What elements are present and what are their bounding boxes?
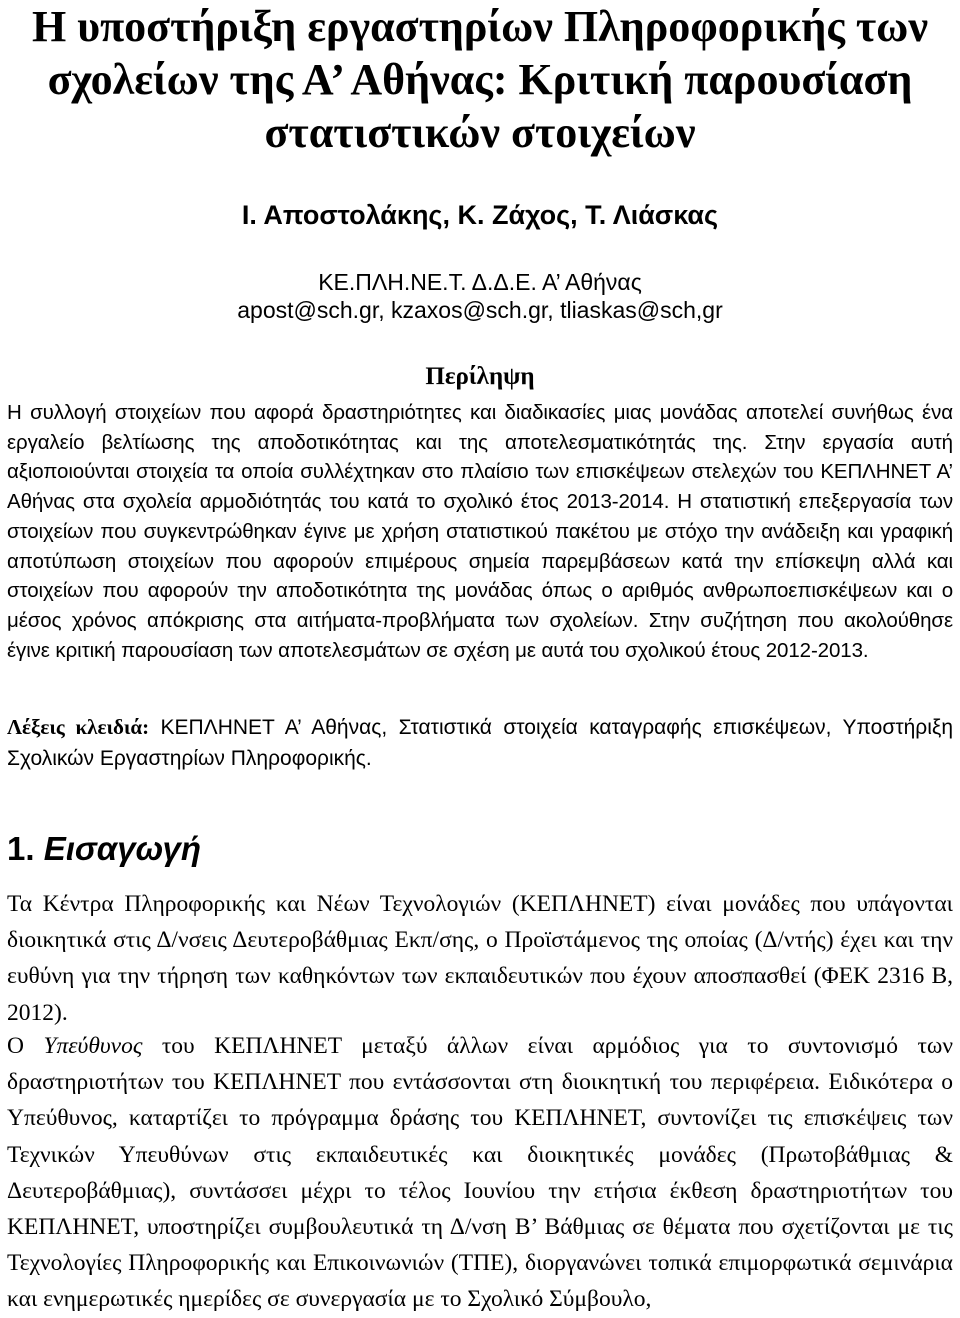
paragraph-2-emphasis: Υπεύθυνος	[43, 1033, 143, 1059]
keywords-text: ΚΕΠΛΗΝΕΤ Α’ Αθήνας, Στατιστικά στοιχεία καταγραφής επισκέψεων, Υποστήριξη Σχολικών Εργαστηρίων Πληροφορικής.	[7, 716, 953, 770]
body-paragraph-1: Τα Κέντρα Πληροφορικής και Νέων Τεχνολογιών (ΚΕΠΛΗΝΕΤ) είναι μονάδες που υπάγονται διοικητικά στις Δ/νσεις Δευτεροβάθμιας Εκπ/σης, ο Προϊστάμενος της οποίας (Δ/ντής) έχει και την ευθύνη για την τήρηση των καθηκόντων των εκπαιδευτικών που έχουν αποσπασθεί (ΦΕΚ 2316 Β, 2012).	[7, 891, 953, 1026]
section-number: 1.	[7, 830, 35, 867]
author-list: Ι. Αποστολάκης, Κ. Ζάχος, Τ. Λιάσκας	[241, 200, 719, 230]
body-paragraph-2	[7, 1028, 953, 1318]
paragraph-2-start: Ο	[7, 1033, 44, 1059]
affiliation-emails: apost@sch.gr, kzaxos@sch.gr, tliaskas@sch,gr	[237, 297, 723, 323]
section-title: Εισαγωγή	[43, 830, 202, 867]
abstract-text: Η συλλογή στοιχείων που αφορά δραστηριότητες και διαδικασίες μιας μονάδας αποτελεί συνήθως ένα εργαλείο βελτίωσης της αποδοτικότητας και της αποτελεσματικότητάς της. Στην εργασία αυτή αξιοποιούνται στοιχεία τα οποία συλλέχτηκαν στο πλαίσιο των επισκέψεων στελεχών του ΚΕΠΛΗΝΕΤ Α’ Αθήνας στα σχολεία αρμοδιότητάς του κατά το σχολικό έτος 2013-2014. Η στατιστική επεξεργασία των στοιχείων που συγκεντρώθηκαν έγινε με χρήση στατιστικού πακέτου με στόχο την ανάδειξη και γραφική αποτύπωση στοιχείων που αφορούν επιμέρους σημεία παρεμβάσεων κατά την επίσκεψη αλλά και στοιχείων που αφορούν την αποδοτικότητα της μονάδας όπως ο αριθμός ανθρωποεπισκέψεων και ο μέσος χρόνος απόκρισης στα αιτήματα-προβλήματα των σχολείων. Στην συζήτηση που ακολούθησε έγινε κριτική παρουσίαση των αποτελεσμάτων σε σχέση με αυτά του σχολικού έτους 2012-2013.	[7, 401, 953, 662]
keywords-paragraph	[7, 712, 953, 774]
section-heading-introduction	[7, 830, 201, 868]
affiliation-block	[0, 268, 960, 324]
affiliation-org: ΚΕ.ΠΛΗ.ΝΕ.Τ. Δ.Δ.Ε. Α’ Αθήνας	[318, 269, 642, 295]
paper-title: Η υποστήριξη εργαστηρίων Πληροφορικής των σχολείων της Α’ Αθήνας: Κριτική παρουσίαση στατιστικών στοιχείων	[32, 2, 928, 157]
abstract-heading: Περίληψη	[425, 363, 535, 390]
paragraph-2-rest: του ΚΕΠΛΗΝΕΤ μεταξύ άλλων είναι αρμόδιος για το συντονισμό των δραστηριοτήτων του ΚΕΠΛΗΝΕΤ που εντάσσονται στη διοικητική του περιφέρεια. Ειδικότερα ο Υπεύθυνος, καταρτίζει το πρόγραμμα δράσης του ΚΕΠΛΗΝΕΤ, συντονίζει τις επισκέψεις των Τεχνικών Υπευθύνων στις εκπαιδευτικές και διοικητικές μονάδες (Πρωτοβάθμιας & Δευτεροβάθμιας), συντάσσει μέχρι το τέλος Ιουνίου την ετήσια έκθεση δραστηριοτήτων του ΚΕΠΛΗΝΕΤ, υποστηρίζει συμβουλευτικά τη Δ/νση Β’ Βάθμιας σε θέματα που σχετίζονται με τις Τεχνολογίες Πληροφορικής και Επικοινωνιών (ΤΠΕ), διοργανώνει τοπικά επιμορφωτικά σεμινάρια και ενημερωτικές ημερίδες σε συνεργασία με το Σχολικό Σύμβουλο,	[7, 1033, 953, 1313]
keywords-label: Λέξεις κλειδιά:	[7, 715, 150, 739]
